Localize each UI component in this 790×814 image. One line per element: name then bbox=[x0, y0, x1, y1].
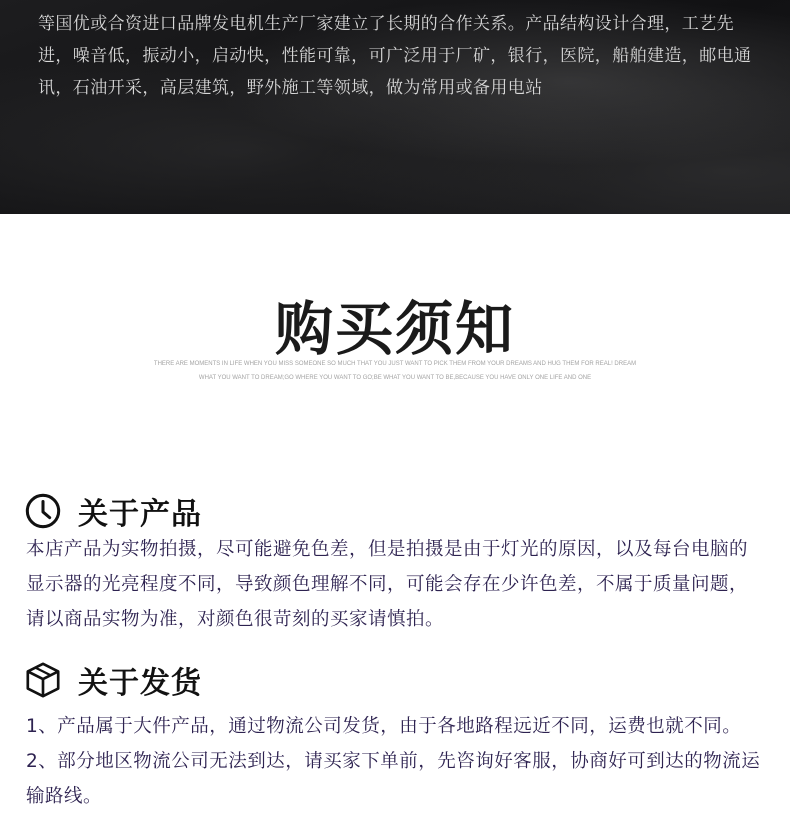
shipping-section-header bbox=[24, 660, 202, 700]
product-section-heading: 关于产品 bbox=[78, 497, 202, 532]
shipping-item-2: 2、部分地区物流公司无法到达，请买家下单前，先咨询好客服，协商好可到达的物流运输路线。 bbox=[26, 751, 761, 807]
product-section-header bbox=[24, 491, 202, 531]
product-section-text: 本店产品为实物拍摄，尽可能避免色差，但是拍摄是由于灯光的原因，以及每台电脑的显示器的光亮程度不同，导致颜色理解不同，可能会存在少许色差，不属于质量问题，请以商品实物为准，对颜色很苛刻的买家请慎拍。 bbox=[26, 539, 749, 630]
shipping-item-1: 1、产品属于大件产品，通过物流公司发货，由于各地路程远近不同，运费也就不同。 bbox=[26, 716, 742, 737]
page-title: 购买须知 bbox=[274, 295, 515, 363]
title-subtitle-line-1: THERE ARE MOMENTS IN LIFE WHEN YOU MISS SOMEONE SO MUCH THAT YOU JUST WANT TO PICK THEM FROM YOUR DREAMS AND HUG THEM FOR REAL! DREAM bbox=[153, 361, 637, 367]
clock-icon bbox=[24, 492, 62, 530]
hero-description: 等国优或合资进口品牌发电机生产厂家建立了长期的合作关系。产品结构设计合理，工艺先进，噪音低，振动小，启动快，性能可靠，可广泛用于厂矿，银行，医院，船舶建造，邮电通讯，石油开采，高层建筑，野外施工等领域，做为常用或备用电站 bbox=[38, 14, 752, 98]
shipping-section-text bbox=[26, 709, 766, 814]
title-subtitle-line-2: WHAT YOU WANT TO DREAM;GO WHERE YOU WANT TO GO;BE WHAT YOU WANT TO BE,BECAUSE YOU HAVE ONLY ONE LIFE AND ONE bbox=[198, 375, 592, 381]
box-icon bbox=[24, 661, 62, 699]
shipping-section-heading: 关于发货 bbox=[78, 666, 202, 701]
hero-banner bbox=[0, 0, 790, 214]
